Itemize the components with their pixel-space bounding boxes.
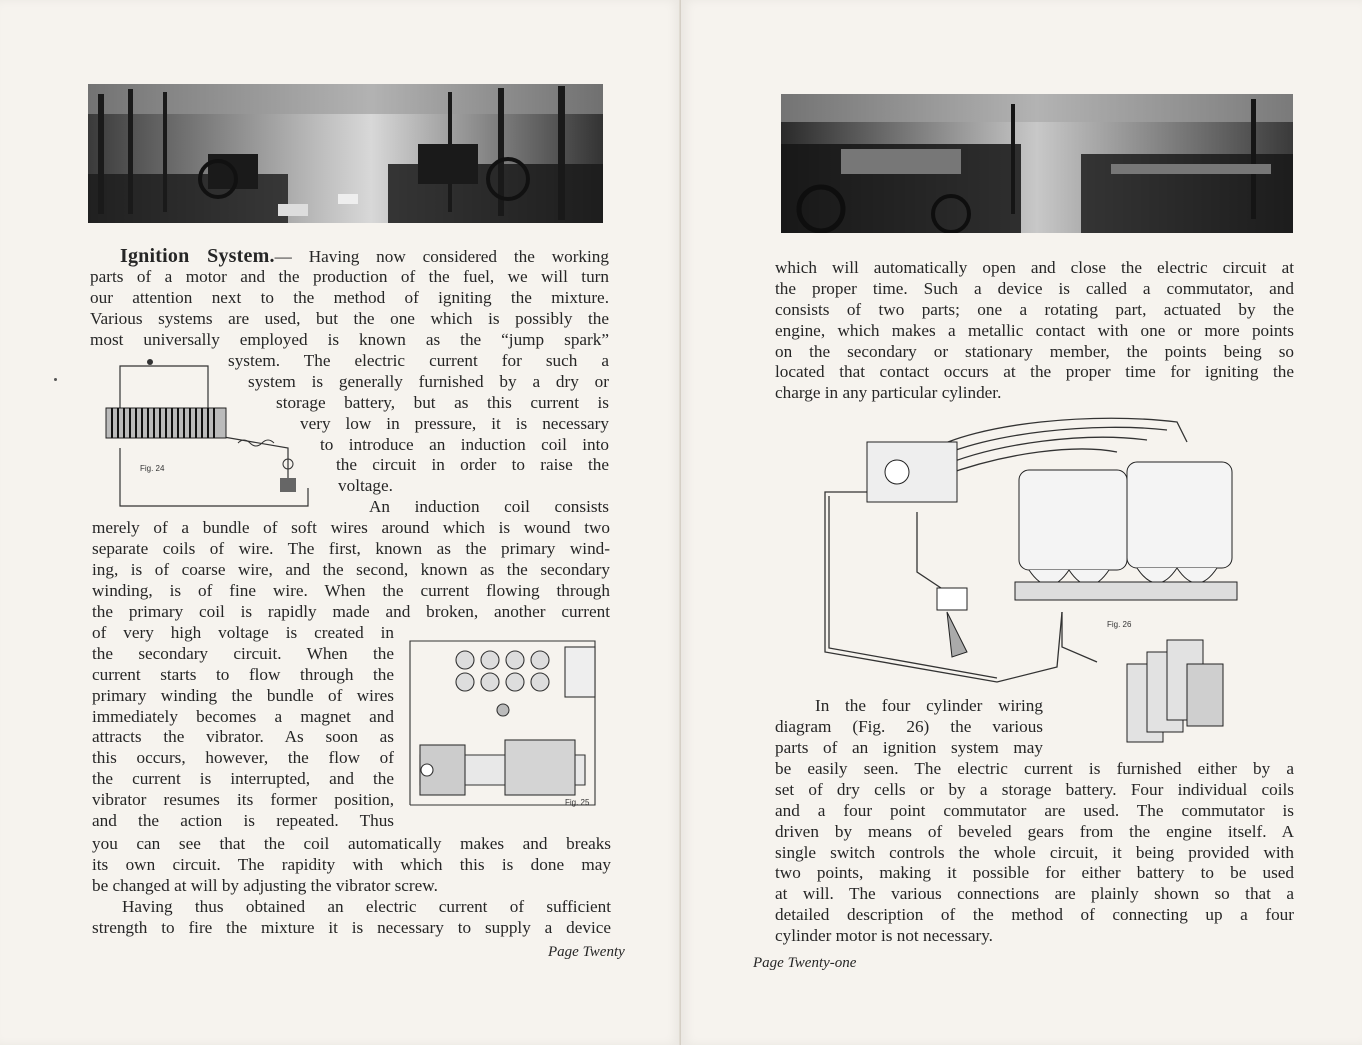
- text-line: detailed description of the method of connecting up a four: [775, 905, 1294, 925]
- text-line: most universally employed is known as the “jump spark”: [90, 329, 609, 349]
- text-line: two points, making it possible for either battery to be used: [775, 863, 1294, 883]
- text-line: this occurs, however, the flow of: [92, 748, 394, 768]
- fig24-label: Fig. 24: [140, 464, 165, 473]
- page-number-left: Page Twenty: [548, 944, 625, 960]
- text-line: its own circuit. The rapidity with which this is done may: [92, 854, 611, 874]
- text-line: winding, is of fine wire. When the current flowing through: [92, 580, 610, 600]
- text-line: primary winding the bundle of wires: [92, 685, 394, 705]
- text-line: on the secondary or stationary member, the points being so: [775, 341, 1294, 361]
- section-heading: Ignition System.: [120, 245, 275, 267]
- text-line: storage battery, but as this current is: [276, 392, 609, 412]
- text-line: the circuit in order to raise the: [336, 455, 609, 475]
- text-line: cylinder motor is not necessary.: [775, 926, 993, 946]
- text-line: Ignition System.— Having now considered the working: [120, 245, 609, 267]
- left-text-fig24-wrap: [228, 351, 609, 518]
- fig26-label: Fig. 26: [1107, 620, 1132, 629]
- text-line: and the action is repeated. Thus: [92, 811, 394, 831]
- fig25-coil-engine-diagram: [405, 635, 610, 811]
- text-line: to introduce an induction coil into: [320, 434, 609, 454]
- text-line: Various systems are used, but the one which is possibly the: [90, 308, 609, 328]
- left-text-fig25-wrap: [92, 623, 394, 832]
- text-line: single switch controls the whole circuit, it being provided with: [775, 842, 1294, 862]
- text-line: very low in pressure, it is necessary: [300, 413, 609, 433]
- right-page: [681, 0, 1362, 1045]
- left-text-mid: [92, 518, 610, 622]
- text-line: immediately becomes a magnet and: [92, 706, 394, 726]
- text-line: which will automatically open and close the electric circuit at: [775, 258, 1294, 277]
- left-text-top: [90, 246, 609, 350]
- text-line: current starts to flow through the: [92, 664, 394, 684]
- text-line: vibrator resumes its former position,: [92, 790, 394, 810]
- text-line: located that contact occurs at the proper time for igniting the: [775, 362, 1294, 382]
- text-line: system is generally furnished by a dry or: [248, 371, 609, 391]
- factory-photo-right: [781, 94, 1293, 233]
- text-line: strength to fire the mixture it is necessary to supply a device: [92, 917, 611, 937]
- text-line: and a four point commutator are used. The commutator is: [775, 800, 1294, 820]
- text-line: diagram (Fig. 26) the various: [775, 716, 1043, 736]
- text-line: the current is interrupted, and the: [92, 769, 394, 789]
- text-line: system. The electric current for such a: [228, 351, 609, 370]
- text-line: our attention next to the method of igniting the mixture.: [90, 287, 609, 307]
- text-line: Having thus obtained an electric current of sufficient: [122, 896, 611, 916]
- right-text-bottom: [775, 759, 1294, 947]
- text-line: attracts the vibrator. As soon as: [92, 727, 394, 747]
- text-line: consists of two parts; one a rotating part, actuated by the: [775, 299, 1294, 319]
- text-line: parts of an ignition system may: [775, 737, 1043, 757]
- text-line: parts of a motor and the production of the fuel, we will turn: [90, 266, 609, 286]
- text-line: be changed at will by adjusting the vibrator screw.: [92, 875, 438, 895]
- text-line: charge in any particular cylinder.: [775, 383, 1002, 403]
- text-line: set of dry cells or by a storage battery. Four individual coils: [775, 779, 1294, 799]
- text-line: ing, is of coarse wire, and the second, known as the secondary: [92, 559, 610, 579]
- text-line: An induction coil consists: [369, 497, 609, 517]
- text-line: you can see that the coil automatically makes and breaks: [92, 834, 611, 853]
- page-number-right: Page Twenty-one: [753, 955, 857, 971]
- right-text-top: [775, 258, 1294, 404]
- text-line: of very high voltage is created in: [92, 623, 394, 642]
- text-line: the secondary circuit. When the: [92, 643, 394, 663]
- text-line: be easily seen. The electric current is furnished either by a: [775, 759, 1294, 778]
- fig25-label: Fig. 25: [565, 798, 590, 807]
- text-line: In the four cylinder wiring: [815, 696, 1043, 715]
- text-line: at will. The various connections are plainly shown so that a: [775, 884, 1294, 904]
- text-line: voltage.: [338, 476, 393, 496]
- text-line: the proper time. Such a device is called a commutator, and: [775, 278, 1294, 298]
- text-line: separate coils of wire. The first, known as the primary wind-: [92, 538, 610, 558]
- text-line: engine, which makes a metallic contact with one or more points: [775, 320, 1294, 340]
- text-line: the primary coil is rapidly made and broken, another current: [92, 601, 610, 621]
- text-line: driven by means of beveled gears from the engine itself. A: [775, 821, 1294, 841]
- text-line: merely of a bundle of soft wires around which is wound two: [92, 518, 610, 537]
- left-text-bottom: [92, 834, 611, 938]
- factory-photo-left: [88, 84, 603, 223]
- right-text-fig26-wrap: [775, 696, 1043, 759]
- paper-speck: [54, 378, 57, 381]
